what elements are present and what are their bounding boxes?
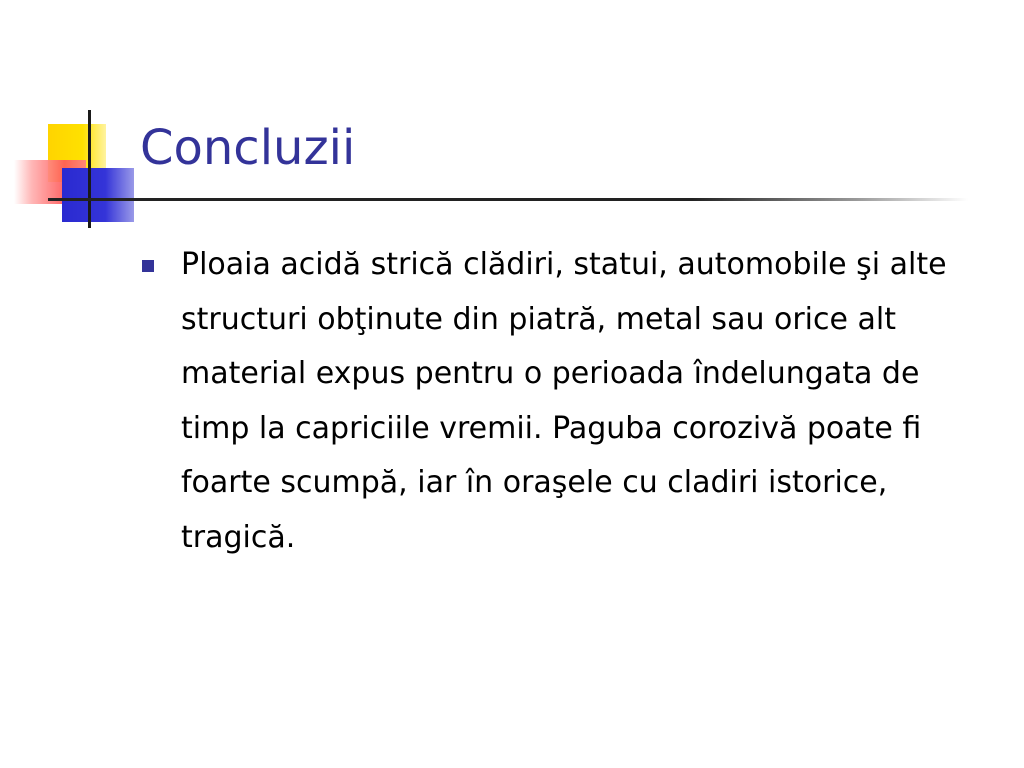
logo-blue-square — [62, 168, 134, 222]
bullet-text: Ploaia acidă strică clădiri, statui, automobile şi alte structuri obţinute din piatră, metal sau orice alt material expus pentru o perioada îndelungata de timp la capriciile vremii. Paguba corozivă poate fi foarte scumpă, iar în oraşele cu cladiri istorice, tragică. — [181, 247, 947, 555]
title-underline — [48, 198, 968, 201]
square-bullet-icon — [142, 260, 154, 272]
logo-vertical-line — [88, 110, 91, 228]
bullet-list — [142, 238, 992, 565]
slide-title: Concluzii — [140, 120, 356, 176]
bullet-item — [142, 238, 992, 565]
